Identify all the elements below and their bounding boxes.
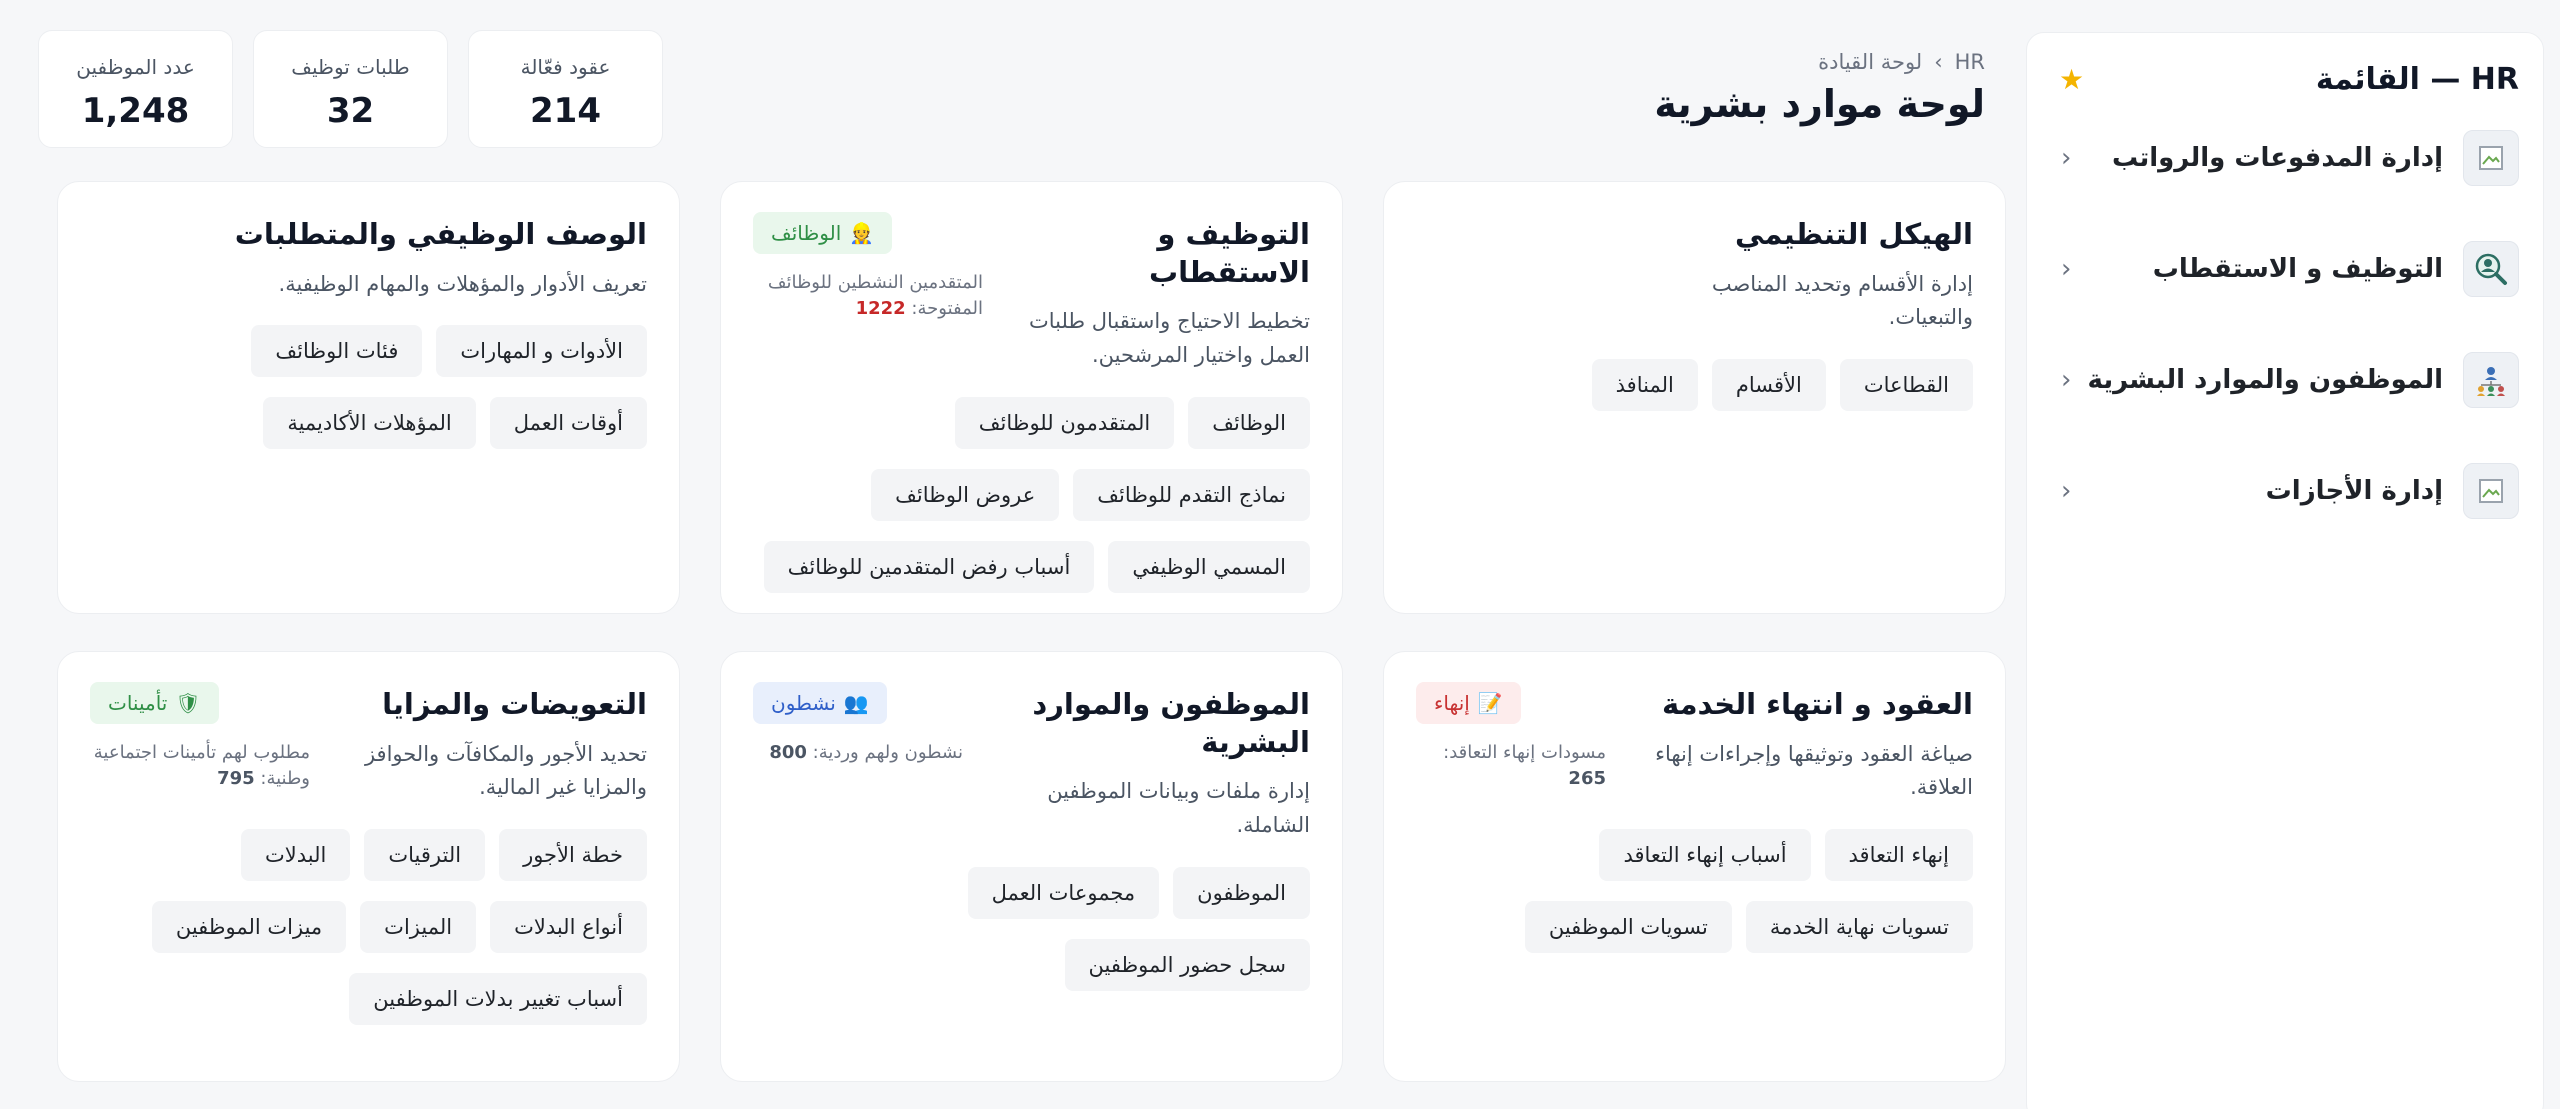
card-meta xyxy=(753,270,983,322)
sidebar xyxy=(2026,32,2544,1109)
stat-value: 214 xyxy=(530,91,601,131)
memo-icon: 📝 xyxy=(1477,691,1503,715)
chip-group xyxy=(753,867,1310,991)
broken-image-icon xyxy=(2463,463,2519,519)
chip-group xyxy=(753,397,1310,593)
chip-group xyxy=(90,829,647,1025)
chip-job-categories[interactable]: فئات الوظائف xyxy=(251,325,422,377)
breadcrumb-root[interactable]: HR xyxy=(1954,50,1985,74)
stat-card-employees xyxy=(38,30,233,148)
chip-job-offers[interactable]: عروض الوظائف xyxy=(871,469,1059,521)
status-badge xyxy=(753,682,887,724)
broken-image-icon xyxy=(2463,130,2519,186)
status-badge xyxy=(1416,682,1521,724)
card-title: الوصف الوظيفي والمتطلبات xyxy=(234,217,647,251)
meta-label: مطلوب لهم تأمينات اجتماعية وطنية: xyxy=(93,742,310,790)
people-icon: 👥 xyxy=(843,691,869,715)
status-badge xyxy=(90,682,219,724)
chevron-left-icon: ‹ xyxy=(2061,254,2072,284)
chip-benefits[interactable]: الميزات xyxy=(360,901,476,953)
meta-label: المتقدمين النشطين للوظائف المفتوحة: xyxy=(767,272,983,320)
chip-outlets[interactable]: المنافذ xyxy=(1592,359,1698,411)
card-description: تحديد الأجور والمكافآت والحوافز والمزايا غير المالية. xyxy=(364,741,647,800)
sidebar-item-label: إدارة المدفوعات والرواتب xyxy=(2111,143,2443,173)
card-title: التوظيف و الاستقطاب xyxy=(1148,217,1310,289)
star-icon[interactable]: ★ xyxy=(2059,62,2085,96)
card-meta xyxy=(753,740,963,766)
chip-group xyxy=(1416,359,1973,411)
card-compensation xyxy=(57,651,680,1082)
stat-label: عدد الموظفين xyxy=(76,55,195,79)
breadcrumb-separator: › xyxy=(1934,50,1943,74)
stat-label: عقود فعّالة xyxy=(520,55,611,79)
chevron-left-icon: ‹ xyxy=(2061,365,2072,395)
sidebar-item-employees[interactable] xyxy=(2045,351,2525,409)
meta-value: 795 xyxy=(217,768,255,790)
search-person-icon xyxy=(2463,241,2519,297)
meta-value: 1222 xyxy=(855,298,906,320)
badge-label: تأمينات xyxy=(108,691,168,715)
chip-application-forms[interactable]: نماذج التقدم للوظائف xyxy=(1073,469,1310,521)
breadcrumb-current: لوحة القيادة xyxy=(1818,50,1923,74)
badge-label: إنهاء xyxy=(1434,691,1470,715)
chip-group xyxy=(90,325,647,449)
chip-work-groups[interactable]: مجموعات العمل xyxy=(968,867,1160,919)
chip-sectors[interactable]: القطاعات xyxy=(1840,359,1973,411)
chip-allowance-types[interactable]: أنواع البدلات xyxy=(490,901,647,953)
worker-icon: 👷 xyxy=(849,221,875,245)
stat-label: طلبات توظيف xyxy=(291,55,410,79)
chip-applicants[interactable]: المتقدمون للوظائف xyxy=(955,397,1174,449)
card-description: صياغة العقود وتوثيقها وإجراءات إنهاء العلاقة. xyxy=(1655,741,1973,800)
chip-group xyxy=(1416,829,1973,953)
chevron-left-icon: ‹ xyxy=(2061,143,2072,173)
chip-employees[interactable]: الموظفون xyxy=(1173,867,1310,919)
sidebar-title: HR — القائمة xyxy=(2315,61,2519,97)
sidebar-item-label: التوظيف و الاستقطاب xyxy=(2152,254,2443,284)
chip-departments[interactable]: الأقسام xyxy=(1712,359,1826,411)
chip-qualifications[interactable]: المؤهلات الأكاديمية xyxy=(263,397,475,449)
meta-value: 800 xyxy=(769,742,807,763)
card-description: تخطيط الاحتياج واستقبال طلبات العمل واختيار المرشحين. xyxy=(1028,309,1310,367)
chip-job-title[interactable]: المسمي الوظيفي xyxy=(1108,541,1310,593)
card-meta xyxy=(90,740,310,792)
chip-termination-reasons[interactable]: أسباب إنهاء التعاقد xyxy=(1599,829,1810,881)
chip-pay-plan[interactable]: خطة الأجور xyxy=(499,829,647,881)
status-badge xyxy=(753,212,892,254)
card-recruitment xyxy=(720,181,1343,614)
chip-allowances[interactable]: البدلات xyxy=(241,829,350,881)
chip-attendance-log[interactable]: سجل حضور الموظفين xyxy=(1065,939,1310,991)
card-job-description xyxy=(57,181,680,614)
chip-end-of-service[interactable]: تسويات نهاية الخدمة xyxy=(1746,901,1973,953)
chip-rejection-reasons[interactable]: أسباب رفض المتقدمين للوظائف xyxy=(764,541,1095,593)
stat-card-active-contracts xyxy=(468,30,663,148)
stats-row xyxy=(38,30,663,148)
card-contracts xyxy=(1383,651,2006,1082)
card-org-structure xyxy=(1383,181,2006,614)
chip-jobs[interactable]: الوظائف xyxy=(1188,397,1310,449)
card-title: العقود و انتهاء الخدمة xyxy=(1662,687,1973,721)
breadcrumb xyxy=(1818,50,1985,74)
meta-label: نشطون ولهم وردية: xyxy=(812,742,963,763)
chip-tools-skills[interactable]: الأدوات و المهارات xyxy=(436,325,647,377)
stat-value: 1,248 xyxy=(81,91,190,131)
sidebar-item-payroll[interactable] xyxy=(2045,129,2525,187)
card-description: إدارة الأقسام وتحديد المناصب والتبعيات. xyxy=(1711,271,1973,330)
card-title: الموظفون والموارد البشرية xyxy=(1032,687,1310,759)
org-people-icon xyxy=(2463,352,2519,408)
sidebar-item-recruitment[interactable] xyxy=(2045,240,2525,298)
meta-label: مسودات إنهاء التعاقد: xyxy=(1443,742,1606,763)
stat-value: 32 xyxy=(326,91,375,131)
stat-card-job-requests xyxy=(253,30,448,148)
chip-employee-benefits[interactable]: ميزات الموظفين xyxy=(152,901,346,953)
card-description: تعريف الأدوار والمؤهلات والمهام الوظيفية. xyxy=(278,271,647,296)
meta-value: 265 xyxy=(1568,768,1606,790)
badge-label: الوظائف xyxy=(771,221,842,245)
page-title: لوحة موارد بشرية xyxy=(1654,82,1985,126)
sidebar-item-leaves[interactable] xyxy=(2045,462,2525,520)
card-title: الهيكل التنظيمي xyxy=(1734,217,1973,251)
chevron-left-icon: ‹ xyxy=(2061,476,2072,506)
chip-allowance-change-reasons[interactable]: أسباب تغيير بدلات الموظفين xyxy=(349,973,647,1025)
sidebar-item-label: الموظفون والموارد البشرية xyxy=(2087,365,2443,395)
chip-promotions[interactable]: الترقيات xyxy=(364,829,485,881)
sidebar-item-label: إدارة الأجازات xyxy=(2265,476,2443,506)
chip-work-hours[interactable]: أوقات العمل xyxy=(490,397,647,449)
card-description: إدارة ملفات وبيانات الموظفين الشاملة. xyxy=(1047,779,1310,837)
shield-icon: 🛡 xyxy=(175,691,201,715)
chip-termination[interactable]: إنهاء التعاقد xyxy=(1825,829,1973,881)
chip-employee-settlements[interactable]: تسويات الموظفين xyxy=(1525,901,1732,953)
card-meta xyxy=(1416,740,1606,792)
badge-label: نشطون xyxy=(771,691,836,715)
card-employees xyxy=(720,651,1343,1082)
card-title: التعويضات والمزايا xyxy=(382,687,647,721)
sidebar-header xyxy=(2045,61,2525,97)
